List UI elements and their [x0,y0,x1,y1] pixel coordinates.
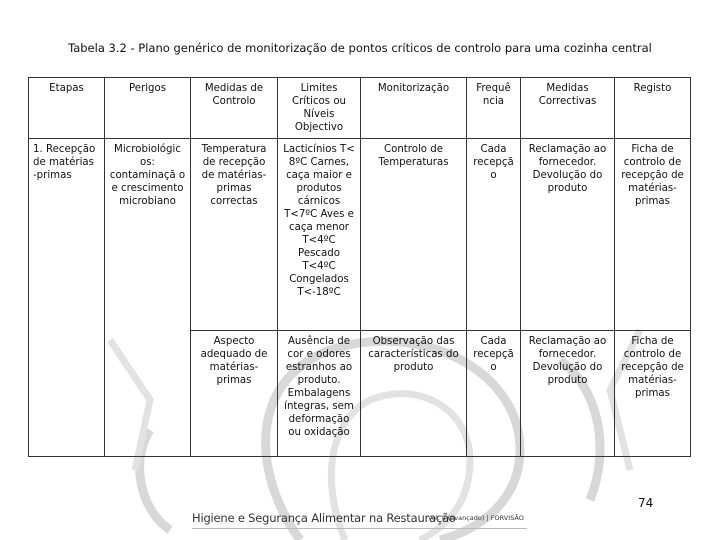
cell-registo: Ficha de controlo de recepção de matérias-primas [615,139,691,331]
header-medidas-controlo: Medidas de Controlo [191,78,278,139]
header-medidas-correctivas: Medidas Correctivas [521,78,615,139]
cell-monitorizacao: Observação das características do produto [361,331,467,457]
haccp-table [28,77,691,457]
cell-correctivas: Reclamação ao fornecedor. Devolução do produto [521,139,615,331]
header-limites-criticos: Limites Críticos ou Níveis Objectivo [278,78,361,139]
header-etapas: Etapas [29,78,105,139]
cell-perigo: Microbiológic os: contaminaçã o e crescimento microbiano [105,139,191,331]
cell-perigo [105,331,191,457]
table-caption: Tabela 3.2 - Plano genérico de monitorização de pontos críticos de controlo para uma cozinha central [68,41,652,55]
cell-frequencia: Cada recepçã o [467,331,521,457]
table-header-row [29,78,691,139]
cell-correctivas: Reclamação ao fornecedor. Devolução do produto [521,331,615,457]
header-monitorizacao: Monitorização [361,78,467,139]
footer-subtitle: Vol. II (avançado) | FORVISÃO [428,514,524,522]
footer-title: Higiene e Segurança Alimentar na Restauração [192,511,456,525]
cell-etapa [29,331,105,457]
header-registo: Registo [615,78,691,139]
header-frequencia: Frequê ncia [467,78,521,139]
cell-medida: Aspecto adequado de matérias-primas [191,331,278,457]
table-row [29,331,691,457]
table-row [29,139,691,331]
cell-monitorizacao: Controlo de Temperaturas [361,139,467,331]
header-perigos: Perigos [105,78,191,139]
cell-limites: Lacticínios T< 8ºC Carnes, caça maior e produtos cárnicos T<7ºC Aves e caça menor T<4ºC Pescado T<4ºC Congelados T<-18ºC [278,139,361,331]
cell-registo: Ficha de controlo de recepção de matérias-primas [615,331,691,457]
page-number: 74 [638,496,654,510]
cell-etapa: 1. Recepção de matérias -primas [29,139,105,331]
cell-frequencia: Cada recepçã o [467,139,521,331]
footer-divider [192,528,527,529]
cell-medida: Temperatura de recepção de matérias-primas correctas [191,139,278,331]
cell-limites: Ausência de cor e odores estranhos ao produto. Embalagens íntegras, sem deformação ou oxidação [278,331,361,457]
